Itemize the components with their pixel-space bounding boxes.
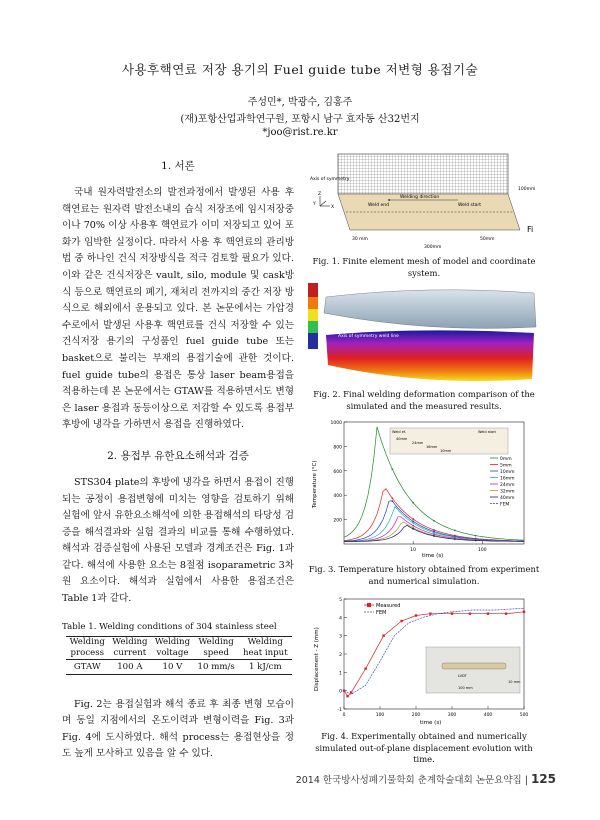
legend-label: FEM — [500, 502, 510, 508]
data-point — [454, 530, 456, 532]
y-tick-label: 0 — [339, 689, 342, 695]
fig4-xlabel: time (s) — [420, 720, 442, 726]
data-point — [469, 612, 471, 614]
axis-y-label: Y — [313, 202, 316, 207]
y-tick-label: 1000 — [330, 421, 342, 426]
fig3-ylabel: Temperature (°C) — [312, 460, 318, 508]
fig4-ylabel: Displacement - Z (mm) — [314, 627, 320, 691]
data-point — [475, 540, 477, 542]
axis-x-label: X — [331, 205, 335, 210]
fig1-caption: Fig. 1. Finite element mesh of model and coordinate system. — [312, 256, 536, 278]
fig2 — [308, 283, 540, 412]
data-point — [433, 535, 435, 537]
table-header: Welding — [239, 636, 292, 648]
table-header: Welding — [66, 636, 109, 648]
fig1-mesh-diagram — [308, 150, 540, 252]
axis-symmetry-label: Axis of symmetry — [310, 177, 350, 182]
table-header: Welding — [194, 636, 239, 648]
table-cell: 100 A — [109, 659, 152, 674]
data-point — [346, 695, 348, 697]
data-point — [382, 634, 384, 636]
section2-text1: STS304 plate의 후방에 냉각을 하면서 용접이 진행되는 공정이 용접변형에 미치는 영향을 검토하기 위해 실험에 앞서 유한요소해석에 의한 용접해석의 타당성 검증을 해석결과와 실험 결과의 비교를 통해 수행하였다. 해석과 검증실험에 사용된 모델과 경계조건은 Fig. 1과 같다. 해석에 사용한 요소는 8절점 isoparametric 3차원 요소이다. 해석과 실험에서 사용한 용접조건은 Table 1과 같다. — [62, 476, 294, 605]
fig2-deformation-image — [308, 283, 540, 385]
inset-label: Weld start — [478, 430, 496, 434]
table-header: Welding — [151, 636, 194, 648]
authors: 주성민*, 박광수, 김홍주 — [247, 97, 353, 108]
y-tick-label: 1 — [339, 671, 342, 677]
data-point — [391, 500, 393, 502]
data-point — [400, 620, 402, 622]
data-point — [412, 502, 414, 504]
data-point — [391, 497, 393, 499]
table-cell: GTAW — [66, 659, 109, 674]
legend-measured: Measured — [376, 603, 401, 609]
fig3-xlabel: time (s) — [422, 553, 444, 559]
fig2-caption: Fig. 2. Final welding deformation comparison of the simulated and the measured results. — [313, 389, 535, 411]
page-footer — [296, 772, 556, 786]
inset-photo — [426, 647, 521, 693]
y-tick-label: -1 — [337, 708, 342, 713]
table-cell: 1 kJ/cm — [239, 659, 292, 674]
side-letter: Fi — [527, 225, 534, 234]
left-column — [62, 150, 294, 763]
legend-label: 0mm — [500, 456, 512, 462]
measured-plate — [324, 290, 536, 329]
data-point — [451, 612, 453, 614]
legend-label: 16mm — [500, 476, 515, 482]
table-header: current — [109, 648, 152, 660]
legend-label: 10mm — [500, 469, 515, 475]
section2-title: 2. 용접부 유한요소해석과 검증 — [107, 449, 249, 462]
inset-label: 40mm — [396, 437, 408, 441]
data-point — [391, 468, 393, 470]
fig3-temperature-chart — [308, 418, 540, 560]
data-point — [454, 538, 456, 540]
table-header: process — [66, 648, 109, 660]
x-tick-label: 10 — [410, 548, 417, 553]
inset-diagram — [390, 428, 508, 454]
dim-left-label: 30 mm — [352, 237, 368, 242]
inset-label: 24mm — [412, 441, 424, 445]
data-point — [412, 525, 414, 527]
legend-label: 32mm — [500, 489, 515, 495]
y-tick-label: 5 — [339, 598, 342, 603]
table-header: voltage — [151, 648, 194, 660]
inset-label: 10 mm — [508, 680, 521, 684]
page-number: 125 — [530, 772, 556, 786]
data-point — [412, 520, 414, 522]
data-point — [487, 612, 489, 614]
inset-label: LVDT — [458, 674, 467, 678]
data-point — [433, 520, 435, 522]
inset-label: 10mm — [440, 449, 452, 453]
y-tick-label: 200 — [333, 518, 342, 524]
table-header: speed — [194, 648, 239, 660]
table1-caption: Table 1. Welding conditions of 304 stainless steel — [62, 621, 277, 632]
fig3 — [308, 418, 540, 587]
legend-label: 5mm — [500, 463, 512, 469]
right-column — [308, 150, 540, 766]
data-point — [415, 614, 417, 616]
data-point — [475, 535, 477, 537]
weld-start-label: Weld start — [458, 203, 481, 208]
affiliation: (재)포항산업과학연구원, 포항시 남구 효자동 산32번지 — [180, 114, 420, 125]
x-tick-label: 300 — [447, 713, 457, 718]
mesh-region — [338, 154, 508, 194]
fig1 — [308, 150, 540, 279]
data-point — [523, 611, 525, 613]
welding-direction-label: Welding direction — [400, 195, 440, 200]
email: *joo@rist.re.kr — [262, 127, 338, 138]
section1-title: 1. 서론 — [161, 160, 195, 172]
dim-right-label: 50mm — [480, 237, 495, 242]
fig4-caption: Fig. 4. Experimentally obtained and numerically simulated out-of-plane displacement evolution with time. — [315, 731, 533, 764]
data-point — [433, 532, 435, 534]
legend-label: 24mm — [500, 482, 515, 488]
dim-height-label: 100mm — [518, 187, 536, 192]
table-header: heat input — [239, 648, 292, 660]
y-tick-label: 600 — [333, 469, 342, 475]
data-point — [412, 518, 414, 520]
y-tick-label: 800 — [333, 445, 342, 451]
legend-fem: FEM — [376, 610, 387, 616]
fig4-displacement-chart — [308, 595, 540, 727]
fig4 — [308, 595, 540, 766]
legend-label: 40mm — [500, 495, 515, 501]
inset-label: 16mm — [426, 445, 438, 449]
axis-z-label: Z — [318, 192, 322, 197]
y-tick-label: 2 — [339, 653, 342, 658]
welding-conditions-table — [66, 636, 292, 675]
y-tick-label: 4 — [339, 616, 342, 622]
y-tick-label: 400 — [333, 494, 342, 500]
inset-label: Weld ef. — [392, 430, 406, 434]
footer-text: 2014 한국방사성폐기물학회 춘계학술대회 논문요약집 | — [295, 775, 528, 786]
y-tick-label: 3 — [339, 634, 342, 640]
inset-label: 100 mm — [458, 686, 473, 690]
x-tick-label: 0 — [342, 713, 346, 718]
x-tick-label: 100 — [375, 713, 385, 718]
x-tick-label: 400 — [483, 713, 493, 718]
data-point — [364, 667, 366, 669]
data-point — [350, 691, 352, 693]
paper-title: 사용후핵연료 저장 용기의 Fuel guide tube 저변형 용접기술 — [121, 62, 479, 77]
weld-end-label: Weld end — [368, 203, 389, 208]
coordinate-axes — [312, 191, 334, 210]
table-header: Welding — [109, 636, 152, 648]
x-tick-label: 100 — [478, 548, 487, 553]
data-point — [412, 522, 414, 524]
x-tick-label: 500 — [519, 713, 529, 718]
data-point — [505, 612, 507, 614]
section1-text: 국내 원자력발전소의 발전과정에서 발생된 사용 후 핵연료는 원자력 발전소내의 습식 저장조에 임시저장중이나 70% 이상 사용후 핵연료가 이미 저장되고 있어 포화가 임박한 실정이다. 따라서 사용 후 핵연료의 관리방법 중 하나인 건식 저장방식을 적극 검토할 필요가 있다. 이와 같은 건식저장은 vault, silo, module 및 cask방식 등으로 핵연료의 폐기, 재처리 전까지의 중간 저장 방식으로 해외에서 운용되고 있다. 본 논문에서는 가압경수로에서 발생된 사용후 핵연료를 건식 저장할 수 있는 건식저장 용기의 구성품인 fuel guide tube 또는 basket으로 불리는 부재의 용접기술에 관한 것이다. fuel guide tube의 용접은 통상 laser beam용접을 적용하는데 본 논문에서는 GTAW를 적용하면서도 변형은 laser 용접과 동등이상으로 저감할 수 있도록 용접부 후방에 냉각을 가하면서 용접을 진행하였다. — [62, 187, 294, 431]
dim-total-label: 300mm — [424, 245, 442, 250]
x-tick-label: 200 — [411, 713, 421, 718]
table-cell: 10 V — [151, 659, 194, 674]
fig2-axis-label: Axis of symmetry weld line — [338, 334, 399, 339]
table-cell: 10 mm/s — [194, 659, 239, 674]
section2-text2: Fig. 2는 용접실험과 해석 종료 후 최종 변형 모습이며 동일 지점에서의 온도이력과 변형이력을 Fig. 3과 Fig. 4에 도시하였다. 해석 process는 용접현상을 정도 높게 모사하고 있음을 알 수 있다. — [62, 698, 294, 760]
data-point — [429, 612, 431, 614]
data-point — [412, 528, 414, 530]
fig3-caption: Fig. 3. Temperature history obtained from experiment and numerical simulation. — [308, 564, 540, 586]
